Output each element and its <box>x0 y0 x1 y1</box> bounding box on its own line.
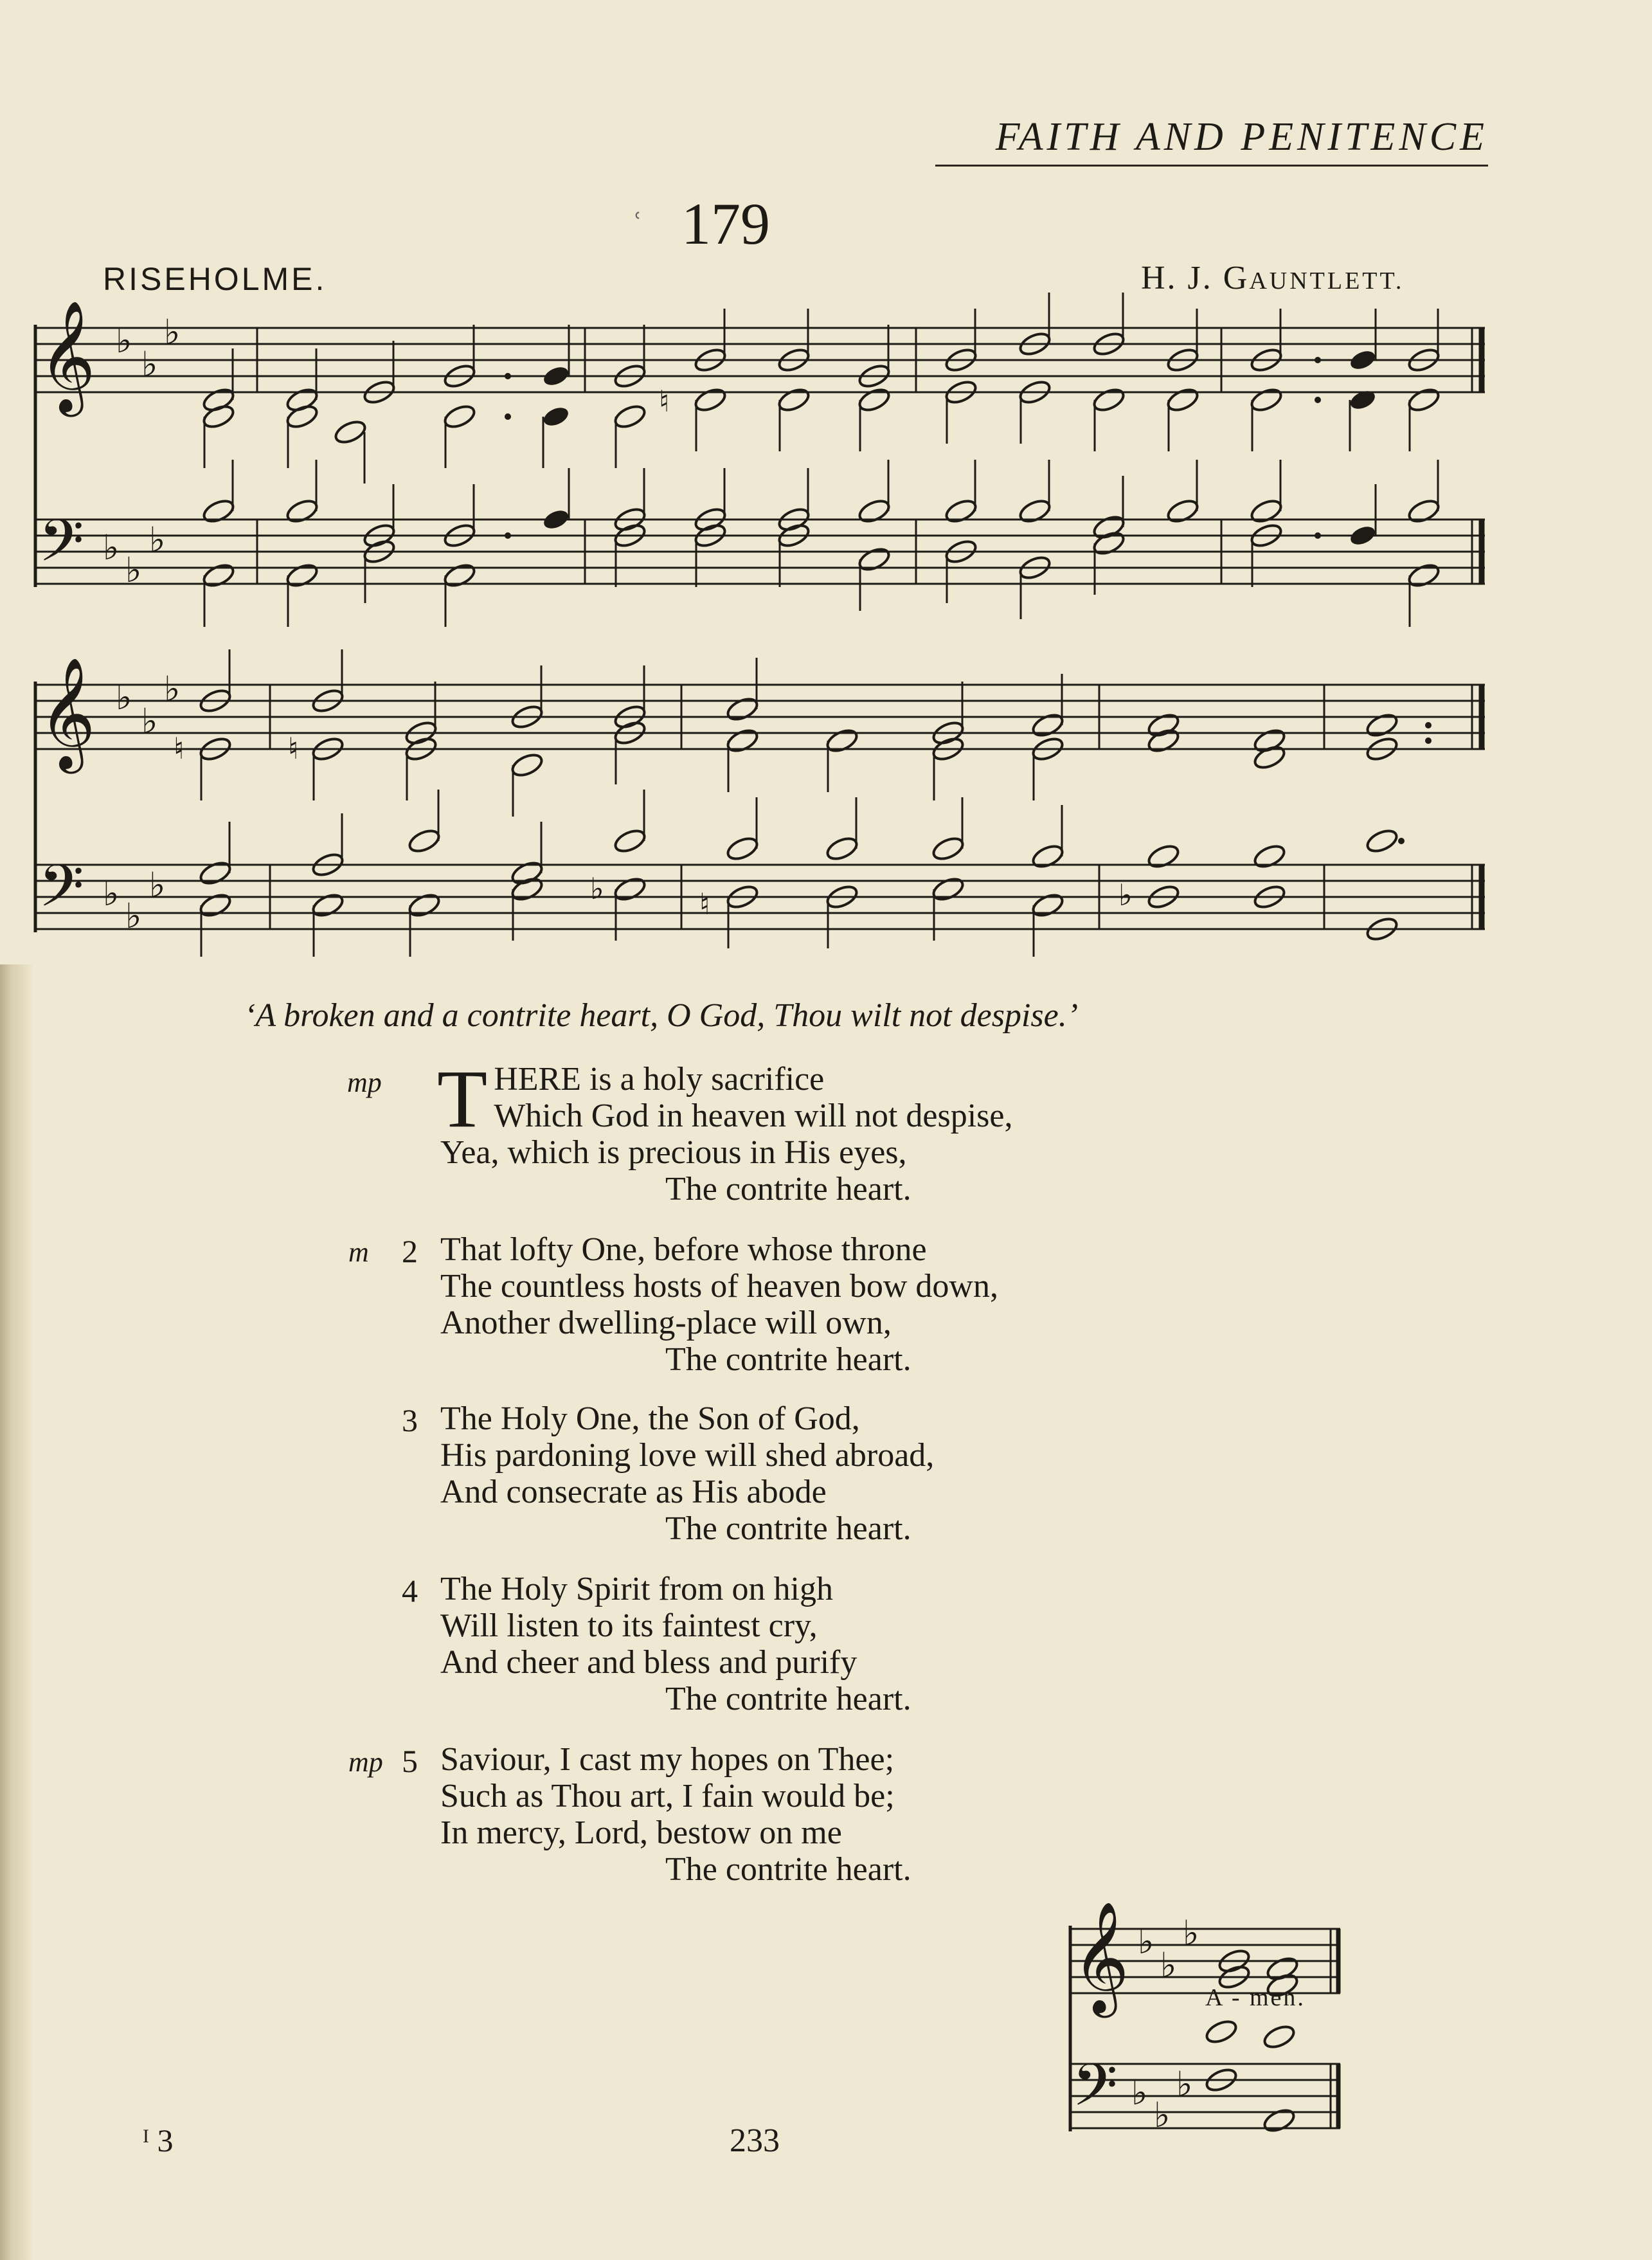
svg-text:♭: ♭ <box>1176 2064 1193 2104</box>
stanza-2 <box>440 1231 1340 1378</box>
stanza-3 <box>440 1400 1340 1547</box>
composer-surname: AUNTLETT. <box>1249 267 1405 294</box>
verse-line: Such as Thou art, I fain would be; <box>440 1778 895 1814</box>
svg-text:♭: ♭ <box>1183 1913 1199 1953</box>
svg-text:♭: ♭ <box>590 871 604 906</box>
svg-text:♭: ♭ <box>149 865 166 905</box>
hymn-mark: ʿ <box>631 206 643 246</box>
svg-text:♮: ♮ <box>288 731 299 766</box>
svg-text:♮: ♮ <box>659 384 670 419</box>
svg-text:♭: ♭ <box>116 677 132 718</box>
verse-number: 2 <box>402 1233 418 1269</box>
bass-clef-icon: 𝄢 <box>39 507 84 589</box>
svg-text:♮: ♮ <box>174 731 184 766</box>
verse-line: The contrite heart. <box>665 1341 911 1378</box>
hymn-number: 179 <box>681 191 770 257</box>
amen-lyric: A - men. <box>1205 1984 1306 2011</box>
running-title: FAITH AND PENITENCE <box>995 115 1488 159</box>
treble-clef-icon: 𝄞 <box>1072 1901 1129 2013</box>
verse-line: The Holy One, the Son of God, <box>440 1400 860 1437</box>
verse-line: Another dwelling-place will own, <box>440 1305 892 1341</box>
drop-cap: T <box>437 1053 488 1144</box>
verse-line: The contrite heart. <box>665 1171 911 1207</box>
verse-line: His pardoning love will shed abroad, <box>440 1437 935 1474</box>
svg-text:♭: ♭ <box>1154 2095 1171 2135</box>
svg-text:♭: ♭ <box>116 320 132 361</box>
stanza-5 <box>440 1741 1340 1888</box>
svg-text:♭: ♭ <box>149 520 166 560</box>
dynamic-mark: mp <box>348 1746 383 1778</box>
svg-text:♭: ♭ <box>1138 1921 1154 1962</box>
svg-text:♭: ♭ <box>125 550 142 590</box>
svg-text:♭: ♭ <box>103 873 120 914</box>
bass-clef-icon: 𝄢 <box>39 852 84 934</box>
verse-line: The Holy Spirit from on high <box>440 1571 833 1607</box>
verse-line: The contrite heart. <box>665 1510 911 1547</box>
verse-line: The countless hosts of heaven bow down, <box>440 1268 998 1305</box>
verse-line: Will listen to its faintest cry, <box>440 1607 818 1644</box>
verse-number: 5 <box>402 1743 418 1779</box>
treble-clef-icon: 𝄞 <box>39 300 96 412</box>
svg-text:♭: ♭ <box>164 669 181 709</box>
page-number: 233 <box>730 2122 780 2159</box>
svg-text:♭: ♭ <box>164 312 181 352</box>
verse-line: And cheer and bless and purify <box>440 1644 857 1681</box>
svg-text:♭: ♭ <box>1118 878 1133 912</box>
svg-text:♭: ♭ <box>1160 1945 1177 1985</box>
verse-line: That lofty One, before whose throne <box>440 1231 927 1268</box>
verse-line: In mercy, Lord, bestow on me <box>440 1814 842 1851</box>
svg-text:♮: ♮ <box>699 887 710 921</box>
verse-line: Saviour, I cast my hopes on Thee; <box>440 1741 895 1778</box>
treble-clef-icon: 𝄞 <box>39 657 96 769</box>
dynamic-mark: m <box>348 1236 369 1268</box>
stanza-4 <box>440 1571 1340 1717</box>
verse-line: Which God in heaven will not despise, <box>494 1098 1013 1134</box>
verse-line: The contrite heart. <box>665 1851 911 1888</box>
svg-text:♭: ♭ <box>1131 2072 1148 2113</box>
verse-line: The contrite heart. <box>665 1681 911 1717</box>
svg-text:♭: ♭ <box>103 527 120 568</box>
filled-noteheads <box>505 348 1432 844</box>
svg-text:♭: ♭ <box>125 896 142 936</box>
verse-line: HERE is a holy sacrifice <box>494 1061 825 1098</box>
verse-line: Yea, which is precious in His eyes, <box>440 1134 907 1171</box>
tune-name: RISEHOLME. <box>103 261 327 297</box>
accidentals <box>174 384 1133 921</box>
stanza-1 <box>347 1053 1247 1207</box>
verse-number: 3 <box>402 1402 418 1438</box>
composer-initials: H. J. G <box>1141 260 1250 296</box>
verse-line: And consecrate as His abode <box>440 1474 827 1510</box>
signature-mark: ᴵ 3 <box>143 2122 174 2158</box>
epigraph: ‘A broken and a contrite heart, O God, Thou wilt not despise.’ <box>244 997 1079 1034</box>
dynamic-mark: mp <box>347 1067 382 1098</box>
svg-text:♭: ♭ <box>141 344 158 384</box>
verse-number: 4 <box>402 1573 418 1609</box>
bass-clef-icon: 𝄢 <box>1072 2051 1118 2133</box>
svg-text:♭: ♭ <box>141 701 158 741</box>
